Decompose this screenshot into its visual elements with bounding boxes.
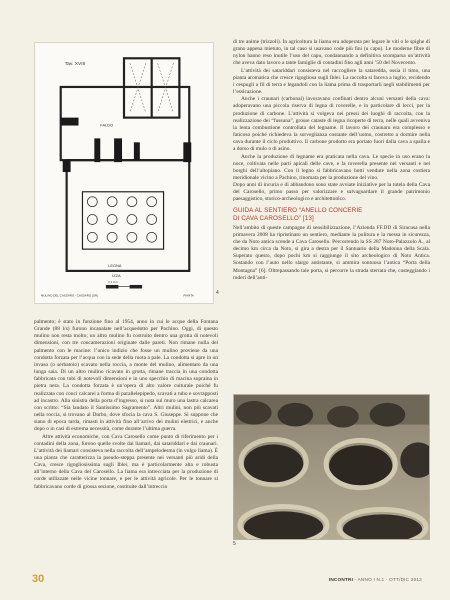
figure-number: 4	[216, 290, 219, 296]
paragraph: Dopo anni di incuria e di abbandono sono state avviate iniziative per la tutela della Cava del Carosello, primo passo per valorizzare e salvaguardare il grande patrimonio paesaggistico, storico-archeologico e architettonico.	[233, 182, 430, 203]
paragraph: Anche la produzione di legname era praticata nella cava. Le specie in uso erano la noce, coltivata nelle parti apicali delle cave, e la roverella presente nei versanti e nei borghi dell’altopiano. Con il legno si fabbricavano botti vendute nella zona costiera meridionale vicino a Pachino, rinomata per la produzione del vino.	[233, 153, 430, 181]
tav-label: Tav. XVIII	[64, 62, 86, 68]
plan-caption: MULINO DEL CASSARO - CASSARO (SR)	[40, 293, 99, 298]
scale-label: 0 1 2 m	[108, 279, 119, 284]
section-title	[233, 207, 430, 223]
right-column	[233, 39, 430, 282]
stone-vats-image	[234, 395, 429, 539]
plan-label: PIANTA	[183, 293, 194, 298]
paragraph: di tre anime (trizzoli). In agricoltura la liama era adoperata per legare le viti o le spighe di grano appena mietuto, in tal caso si usavano code più fini (u capu). Le moderne fibre di nylon hanno reso inutile l’uso del capu, condannando a definitiva scomparsa un’attività che aveva dato lavoro a tante famiglie di contadini fino agli anni ’50 del Novecento.	[233, 39, 430, 67]
issue-label: - ANNO I N.1 · OTT/DIC 2012	[353, 577, 422, 582]
paragraph: palmento; è stato in funzione fino al 1954, anno in cui le acque della Fontana Grande (88 l/s) furono incanalate nell’acquedotto per Pachino. Oggi, di questo mulino non resta molto; un altro mulino fu costruito dentro una grotta di notevoli dimensioni, con tre concamerazioni originate dalle pareti. Non rimane nulla del palmento con le macine: l’unico indizio che fosse un mulino proviene da una condotta forzata per l’acqua con la sede della ruota a pale. La condotta si apre in un invaso (o serbatoio) scavato nella roccia, a monte del mulino, alimentato da una lunga saia. Di un altro mulino ricavato in grotta, rimane traccia in una condotta fabbricata con tubi di notevoli dimensioni e in uno specchio di macina sopraina in pietra nera. La condotta forzata è un’opera di alto valore culturale poiché fu realizzata con conci calcarei a forma di parallelepipedo, scavati a tubo e sovrapposti ad incastro. Alla sinistra della porta d’ingresso, si nota sul muro una lastra calcarea con scritto: “Sia laudato il Santissimo Sagramento”. Altri mulini, non più scavati nella roccia, si trovano al Durbo, dove sfocia la cava S. Giuseppe. Si suppone che siano di epoca tarda, rimasti in attività fino all’arrivo dei mulini elettrici, e anche dopo o in casi di estrema necessità, come durante l’ultima guerra.	[34, 319, 218, 433]
plan-figure	[34, 42, 214, 304]
mill-floor-plan	[35, 43, 213, 303]
photo-number: 5	[233, 541, 236, 547]
area-label-1: FALDO	[100, 122, 114, 128]
vats-photo	[233, 394, 430, 540]
page-number: 30	[32, 573, 45, 585]
area-label-3: IZZA	[112, 272, 121, 278]
magazine-name: INCONTRI	[328, 577, 354, 582]
paragraph: Anche i craunari (carbonai) lavoravano confinati dentro alcuni versanti della cava: adoperavano una piccola riserva di legna di roverelle, e in particolare di lecci, per la produzione di carbone. L’attività si volgeva nei pressi dei luoghi di raccolta, con la realizzazione dei “fussuna”, grosse cataste di legna ricoperte di terra, nelle quali avveniva la lenta combustione controllata del legname. Il lavoro dei craunaru era complesso e faticoso poiché richiedeva la sorveglianza costante dell’uomo, costretto a dormire nella cava durante il ciclo produttivo. Il carbone prodotto era portato fuori dalla cava a spalla e a dorso di mulo o di asino.	[233, 96, 430, 153]
area-label-2: LEGNA	[108, 262, 122, 268]
magazine-footer	[329, 577, 422, 582]
paragraph: L’attività dei satariddari consisteva nel raccogliere la sataredda, ossia il timo, una pianta aromatica che cresce rigogliosa sugli Iblei. La raccolta si faceva a luglio, recidendo i cespugli a fil di terra e legandoli con la liama prima di trasportarli negli stabilimenti per l’essicazione.	[233, 67, 430, 96]
section-title-line-1: GUIDA AL SENTIERO “ANELLO CONCERIE	[233, 206, 363, 214]
left-column	[34, 319, 218, 491]
paragraph: Altre attività economiche, con Cava Carosello come punto di riferimento per i contadini della zona, furono quelle svolte dai liamari, dai satariddari e dai craunari. L’attività dei liamari consisteva nella raccolta dell’ampelodesma (in vulgo liama). È una pianta che caratterizza la pseudo-steppa presente nei versanti più aridi della Cava, cresce rigogliosissima sugli Iblei, ma è particolarmente alta e robusta all’interno della Cava del Carosello. La liama era intrecciata per la produzione di corde utilizzate nelle vicine tonnare, e per le attività agricole. Per le tonnare si fabbricavano corde di grossa sezione, costituite dall’intreccio	[34, 433, 218, 490]
section-paragraph: Nell’ambito di queste campagne di sensibilizzazione, l’Azienda FF.DD di Siracusa nella primavera 2008 ha ripristinato un sentiero, mediante la pulitura e la messa in sicurezza, che da Noto antica scende a Cava Carosello. Percorrendo la SS 287 Noto-Palazzolo A., al decimo km circa da Noto, si gira a destra per il Santuario della Madonna della Scala. Superato questo, dopo pochi km si raggiunge il sito archeologico di Noto Antica. Sostando con l’auto nello slargo antistante, si ammira sontuosa l’antica “Porta della Montagna” [6]. Oltrepassando tale porta, si percorre la strada sterrata che, costeggiando i ruderi dell’anti-	[233, 224, 430, 281]
section-title-line-2: DI CAVA CAROSELLO” [13]	[233, 214, 314, 222]
